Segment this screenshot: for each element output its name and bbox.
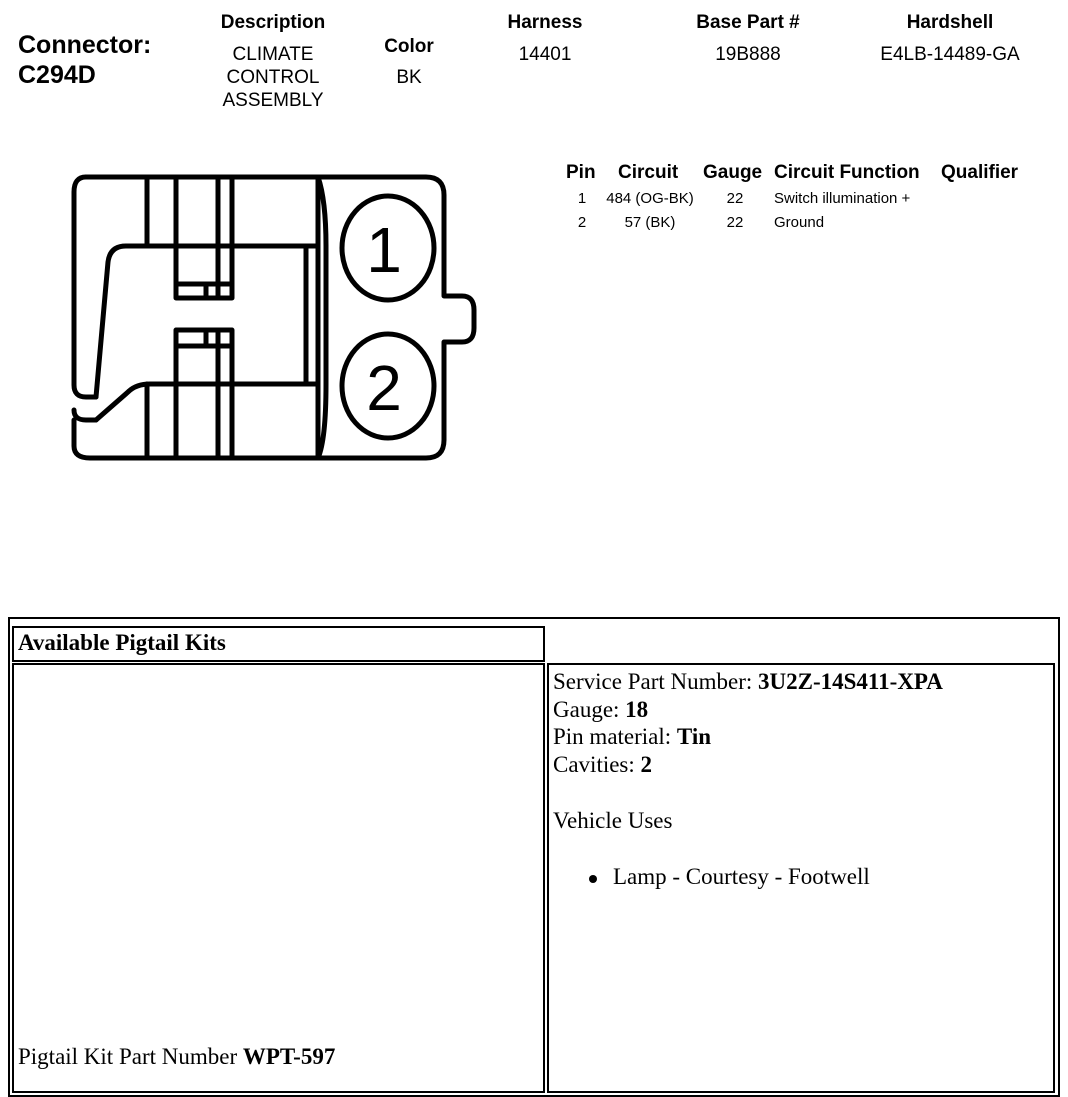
vehicle-use-text: Lamp - Courtesy - Footwell <box>613 864 870 889</box>
pigtail-kit-cell <box>12 663 545 1093</box>
connector-face-diagram <box>0 0 520 520</box>
gauge-value: 18 <box>625 697 649 722</box>
service-part-value: 3U2Z-14S411-XPA <box>758 669 943 694</box>
function-column-header: Circuit Function <box>774 162 920 183</box>
gauge-label: Gauge: <box>553 697 626 722</box>
connector-label: Connector: <box>18 31 152 59</box>
pin-material-line <box>553 723 711 751</box>
cavities-label: Cavities: <box>553 752 641 777</box>
service-part-number <box>553 668 943 696</box>
pin-material-value: Tin <box>676 724 712 749</box>
pin-column-header: Pin <box>566 162 596 183</box>
qualifier-column-header: Qualifier <box>941 162 1019 183</box>
base-part-header: Base Part # <box>696 12 800 33</box>
cavities-value: 2 <box>640 752 653 777</box>
pigtail-kit-part-value: WPT-597 <box>242 1044 336 1069</box>
color-header: Color <box>384 36 434 57</box>
circuit-cell: 484 (OG-BK) <box>606 190 694 207</box>
base-part-value: 19B888 <box>715 44 781 65</box>
description-header: Description <box>220 12 326 33</box>
bullet-icon <box>589 875 597 883</box>
circuit-cell: 57 (BK) <box>624 214 676 231</box>
cavities-line <box>553 751 652 779</box>
pin-cell: 1 <box>577 190 587 207</box>
vehicle-uses-heading: Vehicle Uses <box>553 808 673 833</box>
pin-table <box>560 160 1060 250</box>
service-part-label: Service Part Number: <box>553 669 759 694</box>
pigtail-kit-part-number <box>18 1043 335 1071</box>
hardshell-header: Hardshell <box>906 12 994 33</box>
color-value: BK <box>396 67 422 88</box>
harness-header: Harness <box>507 12 583 33</box>
description-line: CLIMATE <box>232 44 314 65</box>
gauge-line <box>553 696 648 724</box>
gauge-cell: 22 <box>726 190 744 207</box>
function-cell: Ground <box>774 214 825 231</box>
description-line: CONTROL <box>226 67 320 88</box>
function-cell: Switch illumination + <box>774 190 911 207</box>
pigtail-kits-title: Available Pigtail Kits <box>18 630 226 655</box>
list-item <box>589 863 870 891</box>
hardshell-value: E4LB-14489-GA <box>880 44 1020 65</box>
pigtail-details-cell <box>547 663 1055 1093</box>
pin-material-label: Pin material: <box>553 724 677 749</box>
gauge-column-header: Gauge <box>703 162 763 183</box>
gauge-cell: 22 <box>726 214 744 231</box>
connector-id: C294D <box>18 61 96 89</box>
pigtail-kit-part-label: Pigtail Kit Part Number <box>18 1044 243 1069</box>
cavity-label-1: 1 <box>366 214 402 286</box>
description-line: ASSEMBLY <box>222 90 324 111</box>
cavity-label-2: 2 <box>366 352 402 424</box>
harness-value: 14401 <box>518 44 572 65</box>
circuit-column-header: Circuit <box>618 162 679 183</box>
pin-cell: 2 <box>577 214 587 231</box>
pigtail-kits-title-cell <box>12 626 545 662</box>
